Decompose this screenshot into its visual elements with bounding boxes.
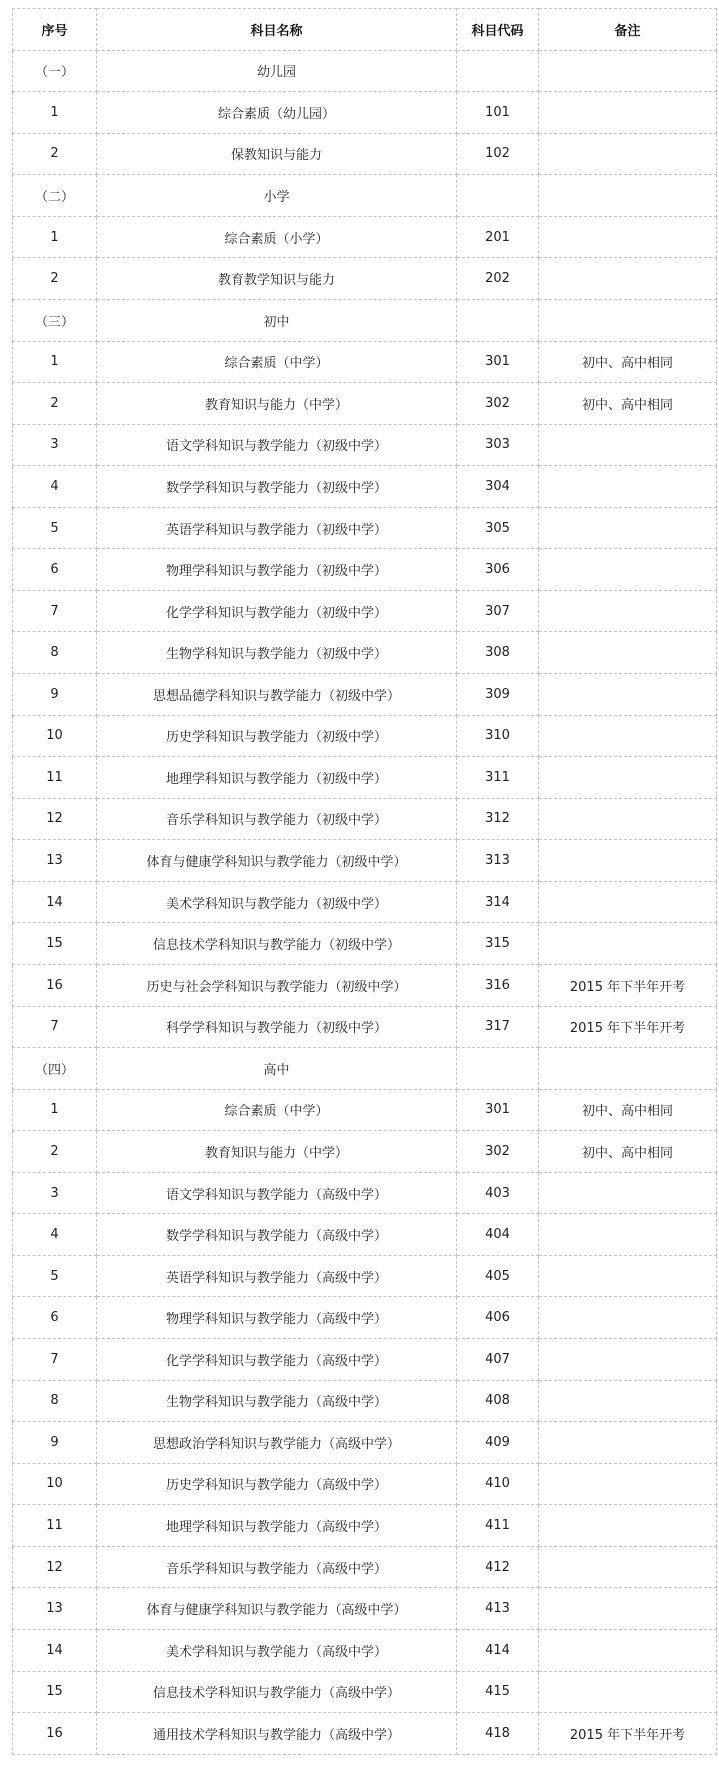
subject-name-cell: 信息技术学科知识与教学能力（高级中学） (97, 1671, 457, 1713)
table-row (13, 216, 717, 258)
serial-number-cell: （四） (13, 1048, 97, 1090)
subject-name-cell: 生物学科知识与教学能力（初级中学） (97, 632, 457, 674)
serial-number-cell: 4 (13, 466, 97, 508)
remarks-cell (539, 549, 717, 591)
serial-number-cell: 14 (13, 1629, 97, 1671)
subject-name-cell: 美术学科知识与教学能力（高级中学） (97, 1629, 457, 1671)
subject-name-cell: 历史学科知识与教学能力（高级中学） (97, 1463, 457, 1505)
subject-name-cell: 历史学科知识与教学能力（初级中学） (97, 715, 457, 757)
remarks-cell (539, 840, 717, 882)
table-row (13, 1505, 717, 1547)
remarks-cell (539, 216, 717, 258)
table-row (13, 133, 717, 175)
table-row (13, 549, 717, 591)
subject-code-cell: 307 (457, 590, 539, 632)
remarks-cell (539, 1048, 717, 1090)
remarks-cell (539, 757, 717, 799)
subject-code-cell: 306 (457, 549, 539, 591)
header-serial-number: 序号 (13, 9, 97, 51)
serial-number-cell: 13 (13, 840, 97, 882)
subject-name-cell: 综合素质（中学） (97, 1089, 457, 1131)
subject-code-cell: 413 (457, 1588, 539, 1630)
subject-name-cell: 高中 (97, 1048, 457, 1090)
serial-number-cell: 1 (13, 1089, 97, 1131)
subject-code-cell: 406 (457, 1297, 539, 1339)
table-row (13, 1297, 717, 1339)
serial-number-cell: 9 (13, 674, 97, 716)
serial-number-cell: 4 (13, 1214, 97, 1256)
remarks-cell (539, 92, 717, 134)
remarks-cell (539, 1422, 717, 1464)
remarks-cell (539, 50, 717, 92)
subject-name-cell: 化学学科知识与教学能力（高级中学） (97, 1339, 457, 1381)
table-row (13, 1588, 717, 1630)
remarks-cell (539, 133, 717, 175)
subject-code-cell: 301 (457, 341, 539, 383)
subject-code-cell (457, 1048, 539, 1090)
serial-number-cell: （一） (13, 50, 97, 92)
serial-number-cell: 1 (13, 341, 97, 383)
subject-name-cell: 教育教学知识与能力 (97, 258, 457, 300)
subject-name-cell: 思想品德学科知识与教学能力（初级中学） (97, 674, 457, 716)
table-row (13, 1089, 717, 1131)
serial-number-cell: 2 (13, 383, 97, 425)
remarks-cell: 初中、高中相同 (539, 341, 717, 383)
subject-name-cell: 通用技术学科知识与教学能力（高级中学） (97, 1713, 457, 1755)
subject-code-cell (457, 299, 539, 341)
remarks-cell: 初中、高中相同 (539, 1131, 717, 1173)
subject-code-cell: 202 (457, 258, 539, 300)
subject-name-cell: 地理学科知识与教学能力（高级中学） (97, 1505, 457, 1547)
subject-name-cell: 数学学科知识与教学能力（初级中学） (97, 466, 457, 508)
subject-name-cell: 体育与健康学科知识与教学能力（高级中学） (97, 1588, 457, 1630)
remarks-cell (539, 424, 717, 466)
table-row (13, 1172, 717, 1214)
subject-code-cell: 313 (457, 840, 539, 882)
subject-name-cell: 物理学科知识与教学能力（高级中学） (97, 1297, 457, 1339)
subject-name-cell: 化学学科知识与教学能力（初级中学） (97, 590, 457, 632)
subject-name-cell: 历史与社会学科知识与教学能力（初级中学） (97, 964, 457, 1006)
remarks-cell: 初中、高中相同 (539, 1089, 717, 1131)
subject-name-cell: 英语学科知识与教学能力（高级中学） (97, 1255, 457, 1297)
serial-number-cell: 15 (13, 1671, 97, 1713)
subject-code-cell: 302 (457, 383, 539, 425)
table-row (13, 92, 717, 134)
subject-name-cell: 语文学科知识与教学能力（高级中学） (97, 1172, 457, 1214)
serial-number-cell: 3 (13, 424, 97, 466)
subject-name-cell: 幼儿园 (97, 50, 457, 92)
remarks-cell: 初中、高中相同 (539, 383, 717, 425)
serial-number-cell: 10 (13, 1463, 97, 1505)
serial-number-cell: 12 (13, 798, 97, 840)
table-row (13, 715, 717, 757)
table-row (13, 674, 717, 716)
subject-name-cell: 小学 (97, 175, 457, 217)
serial-number-cell: 5 (13, 1255, 97, 1297)
serial-number-cell: 8 (13, 632, 97, 674)
section-row (13, 175, 717, 217)
remarks-cell (539, 674, 717, 716)
subject-code-cell (457, 175, 539, 217)
subject-name-cell: 教育知识与能力（中学） (97, 383, 457, 425)
table-row (13, 424, 717, 466)
serial-number-cell: 14 (13, 881, 97, 923)
serial-number-cell: 7 (13, 1339, 97, 1381)
serial-number-cell: 11 (13, 1505, 97, 1547)
table-row (13, 466, 717, 508)
table-row (13, 923, 717, 965)
table-row (13, 1255, 717, 1297)
subject-code-table (12, 8, 717, 1755)
remarks-cell (539, 881, 717, 923)
serial-number-cell: 2 (13, 258, 97, 300)
subject-code-cell: 409 (457, 1422, 539, 1464)
remarks-cell (539, 1671, 717, 1713)
serial-number-cell: 10 (13, 715, 97, 757)
table-row (13, 1629, 717, 1671)
subject-code-cell: 415 (457, 1671, 539, 1713)
serial-number-cell: 9 (13, 1422, 97, 1464)
table-row (13, 590, 717, 632)
subject-name-cell: 生物学科知识与教学能力（高级中学） (97, 1380, 457, 1422)
subject-name-cell: 物理学科知识与教学能力（初级中学） (97, 549, 457, 591)
subject-code-cell: 304 (457, 466, 539, 508)
remarks-cell (539, 1339, 717, 1381)
serial-number-cell: 15 (13, 923, 97, 965)
serial-number-cell: 5 (13, 507, 97, 549)
subject-code-cell: 303 (457, 424, 539, 466)
subject-name-cell: 综合素质（中学） (97, 341, 457, 383)
subject-code-cell: 412 (457, 1546, 539, 1588)
serial-number-cell: 13 (13, 1588, 97, 1630)
subject-code-cell: 302 (457, 1131, 539, 1173)
table-row (13, 1463, 717, 1505)
subject-code-cell: 101 (457, 92, 539, 134)
serial-number-cell: 1 (13, 92, 97, 134)
subject-code-cell: 408 (457, 1380, 539, 1422)
subject-code-cell: 311 (457, 757, 539, 799)
subject-code-cell: 309 (457, 674, 539, 716)
subject-code-cell: 410 (457, 1463, 539, 1505)
table-row (13, 1713, 717, 1755)
subject-code-cell: 405 (457, 1255, 539, 1297)
subject-name-cell: 教育知识与能力（中学） (97, 1131, 457, 1173)
remarks-cell (539, 1297, 717, 1339)
serial-number-cell: （三） (13, 299, 97, 341)
subject-code-cell: 317 (457, 1006, 539, 1048)
remarks-cell (539, 1463, 717, 1505)
table-body (13, 50, 717, 1754)
serial-number-cell: 11 (13, 757, 97, 799)
header-row (13, 9, 717, 51)
table-row (13, 341, 717, 383)
remarks-cell (539, 1629, 717, 1671)
subject-name-cell: 思想政治学科知识与教学能力（高级中学） (97, 1422, 457, 1464)
serial-number-cell: 6 (13, 549, 97, 591)
remarks-cell (539, 923, 717, 965)
section-row (13, 50, 717, 92)
remarks-cell (539, 1172, 717, 1214)
section-row (13, 299, 717, 341)
serial-number-cell: 8 (13, 1380, 97, 1422)
table-row (13, 1214, 717, 1256)
subject-code-cell: 403 (457, 1172, 539, 1214)
remarks-cell (539, 1588, 717, 1630)
subject-code-cell: 314 (457, 881, 539, 923)
serial-number-cell: 2 (13, 1131, 97, 1173)
remarks-cell (539, 798, 717, 840)
remarks-cell (539, 1255, 717, 1297)
serial-number-cell: 2 (13, 133, 97, 175)
table-row (13, 258, 717, 300)
remarks-cell (539, 466, 717, 508)
section-row (13, 1048, 717, 1090)
table-row (13, 1131, 717, 1173)
remarks-cell (539, 632, 717, 674)
subject-code-cell: 414 (457, 1629, 539, 1671)
header-remarks: 备注 (539, 9, 717, 51)
table-row (13, 383, 717, 425)
serial-number-cell: 3 (13, 1172, 97, 1214)
subject-code-cell: 301 (457, 1089, 539, 1131)
remarks-cell (539, 715, 717, 757)
remarks-cell (539, 258, 717, 300)
subject-code-cell: 312 (457, 798, 539, 840)
subject-name-cell: 英语学科知识与教学能力（初级中学） (97, 507, 457, 549)
table-row (13, 757, 717, 799)
remarks-cell (539, 1380, 717, 1422)
subject-code-cell: 310 (457, 715, 539, 757)
subject-name-cell: 综合素质（幼儿园） (97, 92, 457, 134)
subject-name-cell: 科学学科知识与教学能力（初级中学） (97, 1006, 457, 1048)
remarks-cell: 2015 年下半年开考 (539, 1713, 717, 1755)
subject-name-cell: 初中 (97, 299, 457, 341)
subject-code-cell: 316 (457, 964, 539, 1006)
serial-number-cell: 6 (13, 1297, 97, 1339)
subject-name-cell: 数学学科知识与教学能力（高级中学） (97, 1214, 457, 1256)
subject-code-cell: 418 (457, 1713, 539, 1755)
subject-code-cell: 411 (457, 1505, 539, 1547)
subject-code-cell: 102 (457, 133, 539, 175)
table-row (13, 1422, 717, 1464)
serial-number-cell: 16 (13, 964, 97, 1006)
subject-code-cell: 407 (457, 1339, 539, 1381)
remarks-cell (539, 590, 717, 632)
serial-number-cell: 7 (13, 590, 97, 632)
serial-number-cell: （二） (13, 175, 97, 217)
table-row (13, 881, 717, 923)
subject-name-cell: 体育与健康学科知识与教学能力（初级中学） (97, 840, 457, 882)
subject-name-cell: 保教知识与能力 (97, 133, 457, 175)
subject-code-cell: 305 (457, 507, 539, 549)
subject-code-cell: 404 (457, 1214, 539, 1256)
subject-name-cell: 音乐学科知识与教学能力（初级中学） (97, 798, 457, 840)
subject-code-cell (457, 50, 539, 92)
remarks-cell (539, 299, 717, 341)
remarks-cell (539, 1505, 717, 1547)
serial-number-cell: 1 (13, 216, 97, 258)
table-row (13, 632, 717, 674)
subject-code-cell: 201 (457, 216, 539, 258)
subject-name-cell: 信息技术学科知识与教学能力（初级中学） (97, 923, 457, 965)
remarks-cell (539, 1214, 717, 1256)
remarks-cell (539, 175, 717, 217)
remarks-cell (539, 507, 717, 549)
remarks-cell: 2015 年下半年开考 (539, 1006, 717, 1048)
table-row (13, 1006, 717, 1048)
table-row (13, 964, 717, 1006)
table-row (13, 1671, 717, 1713)
table-row (13, 1339, 717, 1381)
subject-name-cell: 地理学科知识与教学能力（初级中学） (97, 757, 457, 799)
serial-number-cell: 7 (13, 1006, 97, 1048)
header-subject-code: 科目代码 (457, 9, 539, 51)
subject-name-cell: 语文学科知识与教学能力（初级中学） (97, 424, 457, 466)
header-subject-name: 科目名称 (97, 9, 457, 51)
serial-number-cell: 16 (13, 1713, 97, 1755)
remarks-cell (539, 1546, 717, 1588)
serial-number-cell: 12 (13, 1546, 97, 1588)
subject-name-cell: 音乐学科知识与教学能力（高级中学） (97, 1546, 457, 1588)
table-row (13, 798, 717, 840)
remarks-cell: 2015 年下半年开考 (539, 964, 717, 1006)
subject-code-cell: 308 (457, 632, 539, 674)
table-row (13, 507, 717, 549)
subject-code-cell: 315 (457, 923, 539, 965)
table-row (13, 840, 717, 882)
subject-name-cell: 美术学科知识与教学能力（初级中学） (97, 881, 457, 923)
subject-name-cell: 综合素质（小学） (97, 216, 457, 258)
table-row (13, 1380, 717, 1422)
table-row (13, 1546, 717, 1588)
